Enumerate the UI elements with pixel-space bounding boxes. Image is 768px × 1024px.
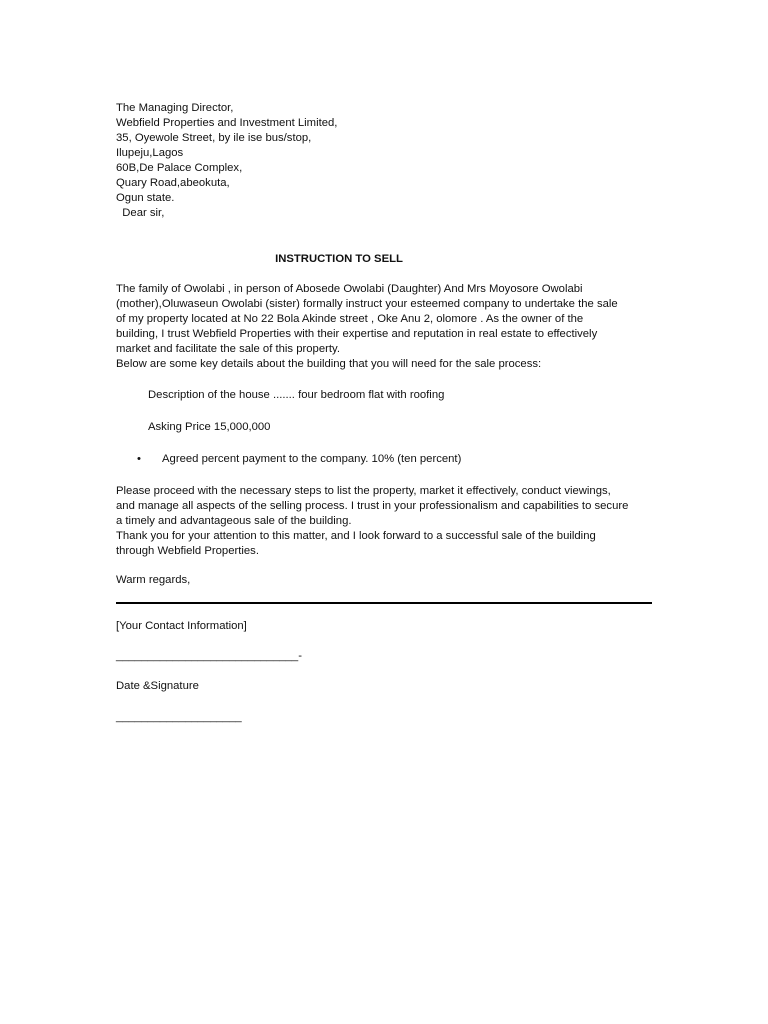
sender-complex: 60B,De Palace Complex, [116,162,243,174]
recipient-title: The Managing Director, [116,102,234,114]
paragraph-line: Please proceed with the necessary steps to list the property, market it effectively, conduct viewings, [116,485,611,497]
paragraph-line: Thank you for your attention to this matter, and I look forward to a successful sale of the building [116,530,596,542]
paragraph-line: The family of Owolabi , in person of Abosede Owolabi (Daughter) And Mrs Moyosore Owolabi [116,283,583,295]
horizontal-rule [116,602,652,604]
paragraph-line: building, I trust Webfield Properties with their expertise and reputation in real estate to effectively [116,328,598,340]
salutation: Dear sir, [116,207,165,219]
blank-line: _____________________________- [116,650,302,662]
paragraph-line: a timely and advantageous sale of the building. [116,515,352,527]
paragraph-line: Below are some key details about the building that you will need for the sale process: [116,358,542,370]
paragraph-line: (mother),Oluwaseun Owolabi (sister) formally instruct your esteemed company to undertake the sale [116,298,618,310]
house-description: Description of the house ....... four bedroom flat with roofing [148,389,445,401]
date-signature-label: Date &Signature [116,680,199,692]
closing: Warm regards, [116,574,191,586]
asking-price: Asking Price 15,000,000 [148,421,271,433]
bullet-icon: • [137,453,141,465]
sender-road: Quary Road,abeokuta, [116,177,230,189]
recipient-city: Ilupeju,Lagos [116,147,184,159]
blank-line: ____________________ [116,711,242,723]
contact-information: [Your Contact Information] [116,620,247,632]
paragraph-line: of my property located at No 22 Bola Akinde street , Oke Anu 2, olomore . As the owner of the [116,313,584,325]
sender-state: Ogun state. [116,192,175,204]
bullet-item: Agreed percent payment to the company. 10% (ten percent) [162,453,462,465]
paragraph-line: through Webfield Properties. [116,545,259,557]
paragraph-line: market and facilitate the sale of this property. [116,343,340,355]
recipient-company: Webfield Properties and Investment Limited, [116,117,338,129]
paragraph-line: and manage all aspects of the selling process. I trust in your professionalism and capabilities to secure [116,500,629,512]
letter-title: INSTRUCTION TO SELL [275,253,403,265]
recipient-street: 35, Oyewole Street, by ile ise bus/stop, [116,132,312,144]
